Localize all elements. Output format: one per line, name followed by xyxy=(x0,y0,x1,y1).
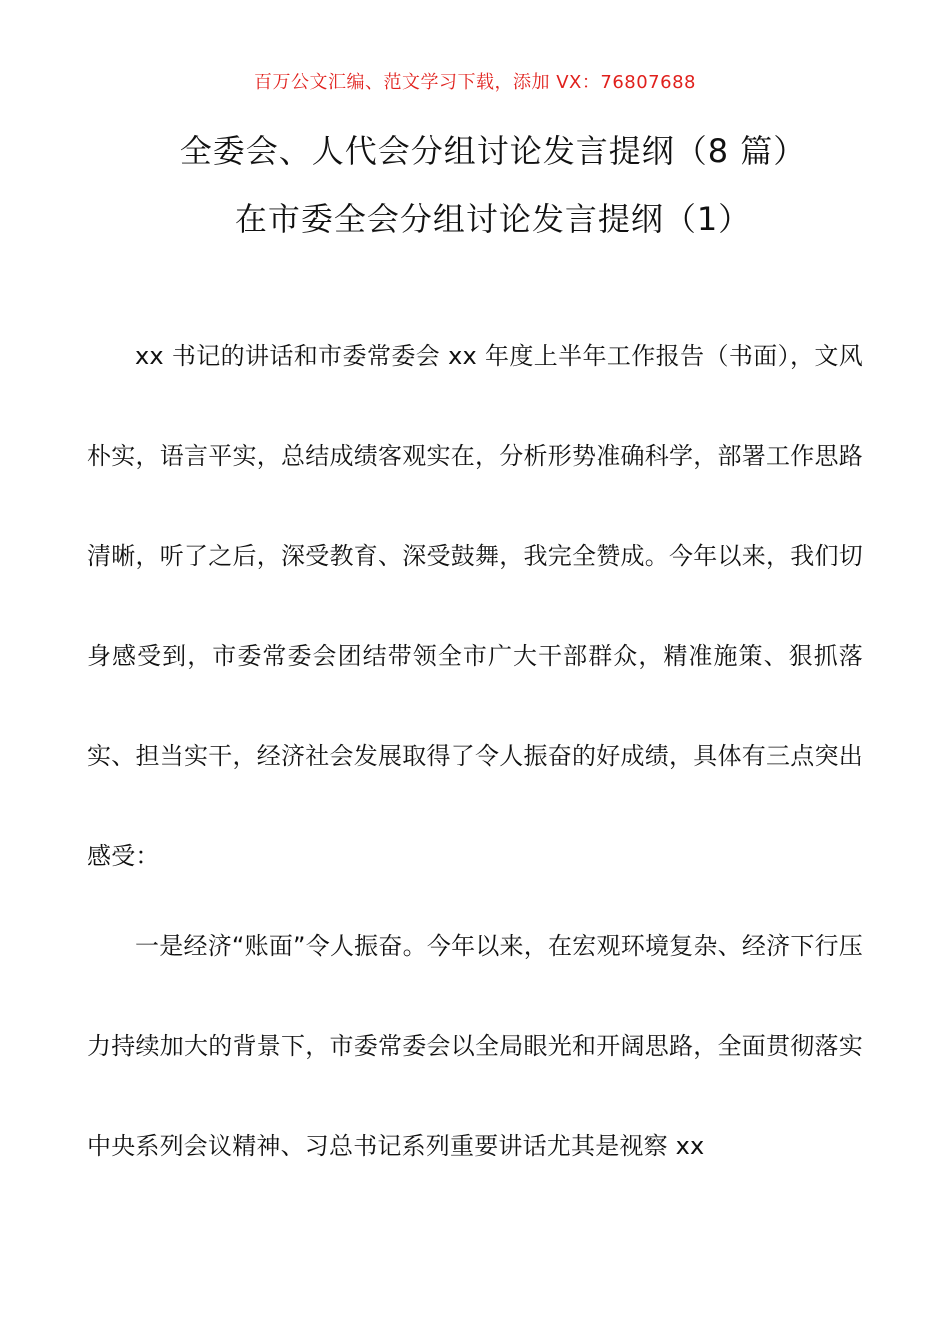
document-subtitle: 在市委全会分组讨论发言提纲（1） xyxy=(234,200,752,238)
watermark-banner: 百万公文汇编、范文学习下载，添加 VX：76807688 xyxy=(254,72,696,93)
document-title: 全委会、人代会分组讨论发言提纲（8 篇） xyxy=(179,132,807,170)
document-body xyxy=(87,306,863,1196)
body-paragraph-2: 一是经济“账面”令人振奋。今年以来，在宏观环境复杂、经济下行压力持续加大的背景下，市委常委会以全局眼光和开阔思路，全面贯彻落实中央系列会议精神、习总书记系列重要讲话尤其是视察 xx xyxy=(87,932,863,1160)
body-paragraph-1: xx 书记的讲话和市委常委会 xx 年度上半年工作报告（书面），文风朴实，语言平实，总结成绩客观实在，分析形势准确科学，部署工作思路清晰，听了之后，深受教育、深受鼓舞，我完全赞成。今年以来，我们切身感受到，市委常委会团结带领全市广大干部群众，精准施策、狠抓落实、担当实干，经济社会发展取得了令人振奋的好成绩，具体有三点突出感受： xyxy=(87,342,863,870)
